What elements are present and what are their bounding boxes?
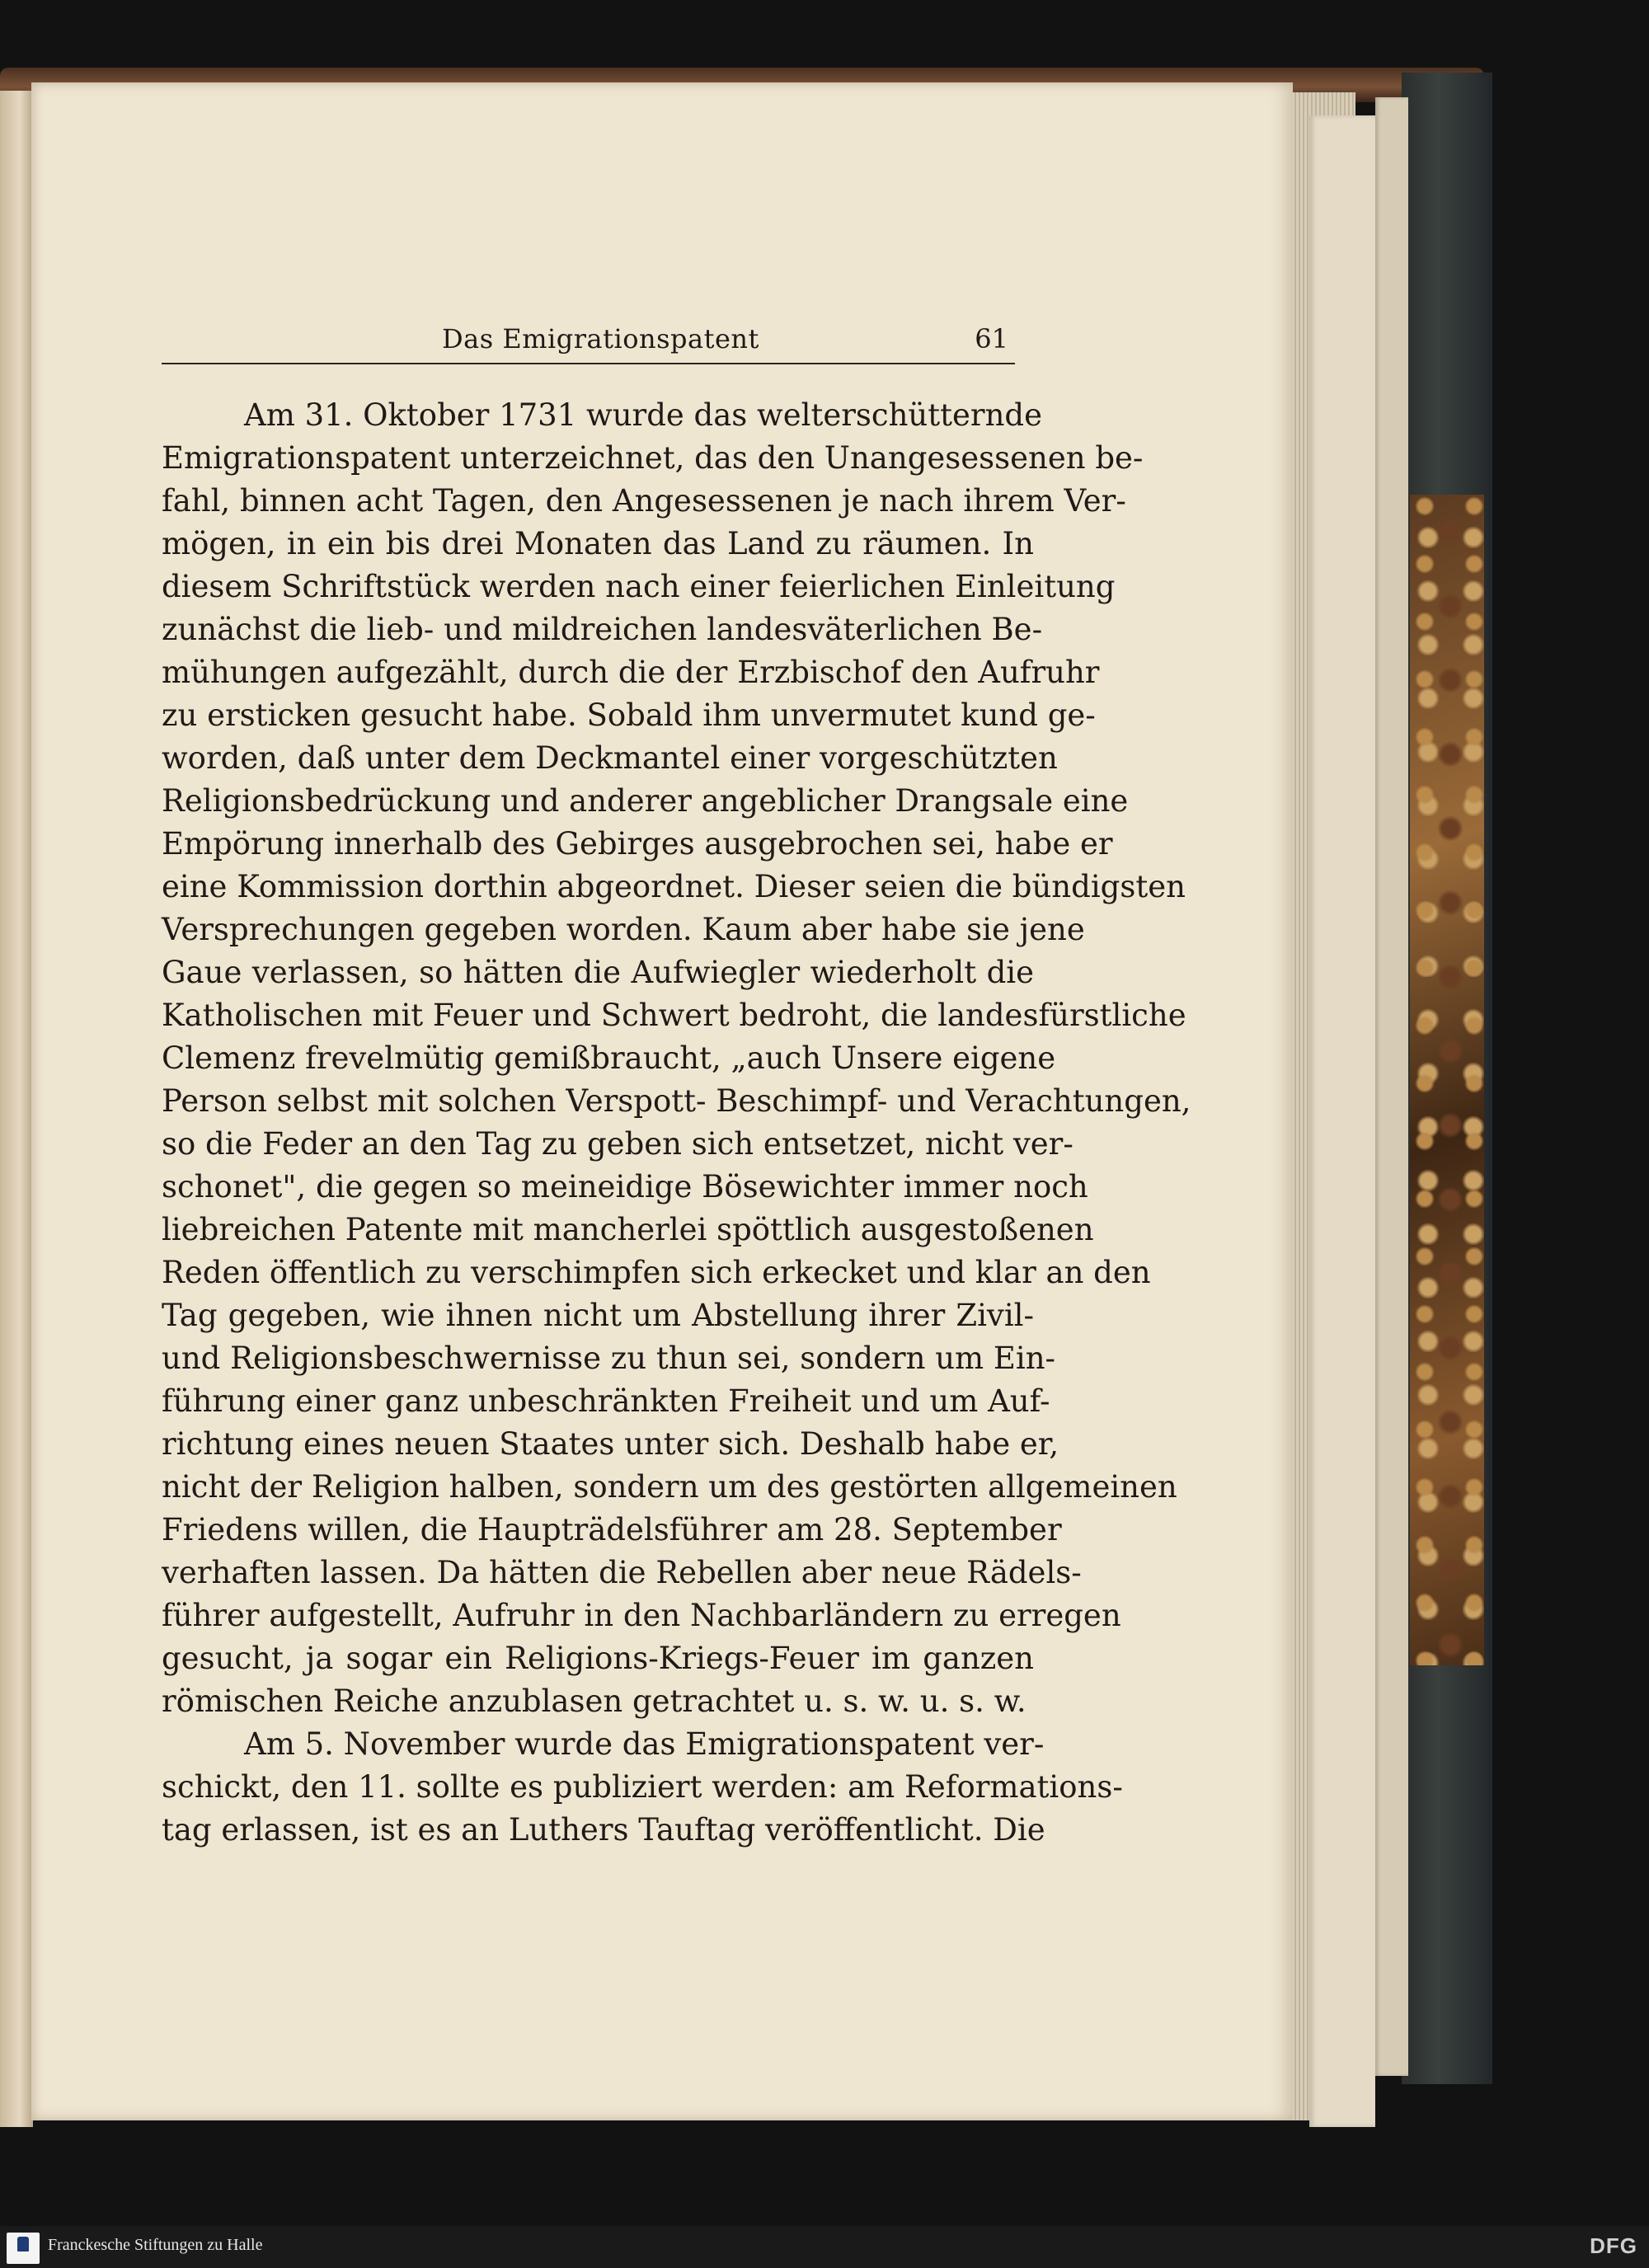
text-line: römischen Reiche anzublasen getrachtet u. s. w. u. s. w.: [162, 1683, 1027, 1719]
running-header: [162, 320, 1015, 364]
text-line: und Religionsbeschwernisse zu thun sei, sondern um Ein-: [162, 1341, 1056, 1376]
text-line: verhaften lassen. Da hätten die Rebellen aber neue Rädels-: [162, 1555, 1082, 1590]
text-line: zunächst die lieb- und mildreichen landesväterlichen Be-: [162, 612, 1043, 647]
text-line: Reden öffentlich zu verschimpfen sich erkecket und klar an den: [162, 1255, 1151, 1290]
institution-name: Franckesche Stiftungen zu Halle: [48, 2236, 263, 2254]
text-line: führung einer ganz unbeschränkten Freiheit und um Auf-: [162, 1383, 1050, 1419]
text-line: mühungen aufgezählt, durch die der Erzbischof den Aufruhr: [162, 655, 1100, 690]
viewer-footer: [0, 2226, 1649, 2268]
text-line: liebreichen Patente mit mancherlei spöttlich ausgestoßenen: [162, 1212, 1094, 1247]
text-line: zu ersticken gesucht habe. Sobald ihm unvermutet kund ge-: [162, 697, 1096, 733]
text-line: schickt, den 11. sollte es publiziert werden: am Reformations-: [162, 1769, 1123, 1805]
text-line: Friedens willen, die Haupträdelsführer am 28. September: [162, 1512, 1062, 1547]
institution-logo: [7, 2233, 40, 2264]
body-text: [162, 394, 1191, 1852]
text-line: fahl, binnen acht Tagen, den Angesessenen je nach ihrem Ver-: [162, 483, 1126, 519]
dfg-badge: DFG: [1590, 2233, 1637, 2258]
page-stack-outer: [1375, 97, 1408, 2076]
text-line: so die Feder an den Tag zu geben sich entsetzet, nicht ver-: [162, 1126, 1073, 1162]
text-line: mögen, in ein bis drei Monaten das Land zu räumen. In: [162, 526, 1034, 561]
running-header-title: Das Emigrationspatent: [442, 323, 759, 355]
text-line: Clemenz frevelmütig gemißbraucht, „auch Unsere eigene: [162, 1040, 1056, 1076]
text-line: Versprechungen gegeben worden. Kaum aber habe sie jene: [162, 912, 1085, 947]
text-line: Am 31. Oktober 1731 wurde das welterschütternde: [244, 397, 1042, 433]
text-line: Tag gegeben, wie ihnen nicht um Abstellung ihrer Zivil-: [162, 1298, 1034, 1333]
text-line: worden, daß unter dem Deckmantel einer vorgeschützten: [162, 740, 1058, 776]
text-line: richtung eines neuen Staates unter sich. Deshalb habe er,: [162, 1426, 1059, 1462]
text-line: schonet", die gegen so meineidige Bösewichter immer noch: [162, 1169, 1088, 1204]
text-line: diesem Schriftstück werden nach einer feierlichen Einleitung: [162, 569, 1116, 604]
text-line: nicht der Religion halben, sondern um des gestörten allgemeinen: [162, 1469, 1177, 1505]
text-line: Katholischen mit Feuer und Schwert bedroht, die landesfürstliche: [162, 998, 1186, 1033]
facing-page-edge: [0, 91, 33, 2127]
page-stack-inner: [1309, 115, 1375, 2127]
text-line: Emigrationspatent unterzeichnet, das den Unangesessenen be-: [162, 440, 1144, 476]
text-line: Person selbst mit solchen Verspott- Beschimpf- und Verachtungen,: [162, 1083, 1191, 1119]
text-line: Gaue verlassen, so hätten die Aufwiegler wiederholt die: [162, 955, 1034, 990]
francke-logo-icon: [17, 2237, 29, 2252]
text-line: Am 5. November wurde das Emigrationspatent ver-: [244, 1726, 1045, 1762]
text-line: eine Kommission dorthin abgeordnet. Dieser seien die bündigsten: [162, 869, 1186, 904]
text-line: tag erlassen, ist es an Luthers Tauftag veröffentlicht. Die: [162, 1812, 1045, 1848]
text-line: Empörung innerhalb des Gebirges ausgebrochen sei, habe er: [162, 826, 1113, 862]
marbled-cover: [1410, 495, 1484, 1665]
text-line: Religionsbedrückung und anderer angeblicher Drangsale eine: [162, 783, 1129, 819]
text-line: führer aufgestellt, Aufruhr in den Nachbarländern zu erregen: [162, 1598, 1121, 1633]
page-number: 61: [975, 323, 1008, 355]
text-line: gesucht, ja sogar ein Religions-Kriegs-Feuer im ganzen: [162, 1641, 1034, 1676]
